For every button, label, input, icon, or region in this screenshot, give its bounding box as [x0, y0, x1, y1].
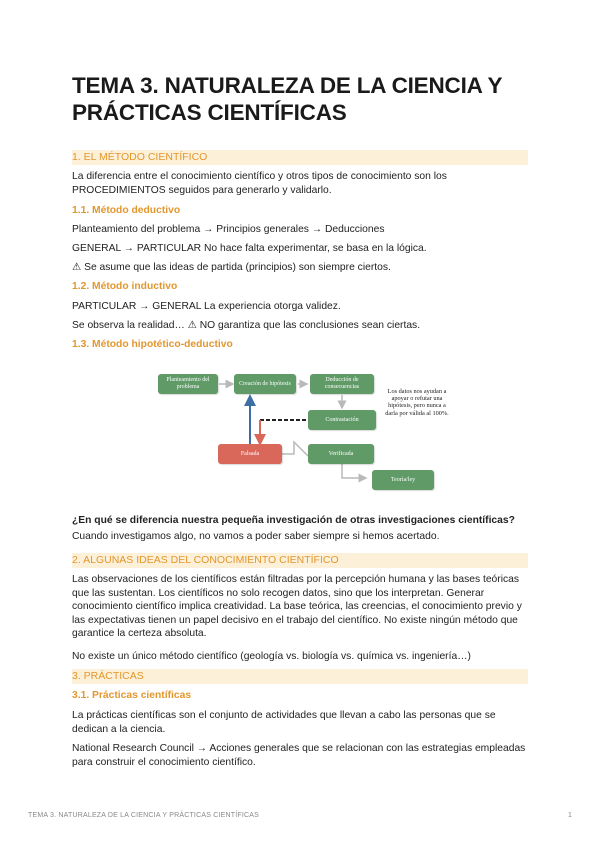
section3-paragraph-2: National Research Council → Acciones generales que se relacionan con las estrategias empleadas para construir el conocimiento científico.	[72, 743, 526, 768]
inductivo-line-2: Se observa la realidad… ⚠ NO garantiza que las conclusiones sean ciertas.	[72, 320, 421, 331]
box-teoria-ley: Teoría/ley	[372, 470, 434, 490]
question-line: ¿En qué se diferencia nuestra pequeña investigación de otras investigaciones científicas?	[72, 515, 515, 526]
box-deduccion-de-consecuencias: Deducción de consecuencias	[310, 374, 374, 394]
section-heading-metodo-cientifico: 1. EL MÉTODO CIENTÍFICO	[72, 150, 528, 165]
box-planteamiento-del-problema: Planteamiento del problema	[158, 374, 218, 394]
arrow-verificada-teoria	[342, 464, 366, 478]
deductivo-line-3: ⚠ Se asume que las ideas de partida (principios) son siempre ciertos.	[72, 262, 391, 273]
hypothetico-deductive-flow-diagram	[156, 362, 456, 497]
footer-page-number: 1	[568, 812, 572, 819]
section2-paragraph-1: Las observaciones de los científicos están filtradas por la percepción humana y las bases teóricas que las sustentan. Los científicos no solo recogen datos, sino que los interpretan. Generar conocimiento científico implica creatividad. La base teórica, las creencias, el conocimiento previo y las expectativas tienen un papel decisivo en el trabajo del científico. No existe ningún método que garantice la certeza absoluta.	[72, 574, 522, 639]
subheading-metodo-hipotetico-deductivo: 1.3. Método hipotético-deductivo	[72, 339, 233, 350]
section-heading-practicas: 3. PRÁCTICAS	[72, 669, 528, 684]
subheading-metodo-deductivo: 1.1. Método deductivo	[72, 205, 181, 216]
deductivo-line-2: GENERAL → PARTICULAR No hace falta experimentar, se basa en la lógica.	[72, 243, 427, 254]
answer-line: Cuando investigamos algo, no vamos a poder saber siempre si hemos acertado.	[72, 531, 440, 542]
section3-paragraph-1: La prácticas científicas son el conjunto de actividades que llevan a cabo las personas que se dedican a la ciencia.	[72, 710, 496, 735]
footer-title: TEMA 3. NATURALEZA DE LA CIENCIA Y PRÁCTICAS CIENTÍFICAS	[28, 812, 259, 819]
box-falsada: Falsada	[218, 444, 282, 464]
section-heading-ideas-conocimiento: 2. ALGUNAS IDEAS DEL CONOCIMIENTO CIENTÍFICO	[72, 553, 528, 568]
subheading-practicas-cientificas: 3.1. Prácticas científicas	[72, 690, 192, 701]
diagram-note: Los datos nos ayudan a apoyar o refutar una hipótesis, pero nunca a darla por válida al 100%.	[385, 388, 449, 417]
page-title: TEMA 3. NATURALEZA DE LA CIENCIA Y PRÁCTICAS CIENTÍFICAS	[72, 73, 502, 125]
section1-intro: La diferencia entre el conocimiento científico y otros tipos de conocimiento son los PROCEDIMIENTOS seguidos para generarlo y validarlo.	[72, 171, 447, 196]
subheading-metodo-inductivo: 1.2. Método inductivo	[72, 281, 178, 292]
box-verificada: Verificada	[308, 444, 374, 464]
section2-paragraph-2: No existe un único método científico (geología vs. biología vs. química vs. ingeniería…)	[72, 651, 471, 662]
box-creacion-de-hipotesis: Creación de hipótesis	[234, 374, 296, 394]
connector-contrastacion-verificada	[282, 442, 308, 456]
inductivo-line-1: PARTICULAR → GENERAL La experiencia otorga validez.	[72, 301, 341, 312]
deductivo-line-1: Planteamiento del problema → Principios generales → Deducciones	[72, 224, 385, 235]
box-contrastacion: Contrastación	[308, 410, 376, 430]
